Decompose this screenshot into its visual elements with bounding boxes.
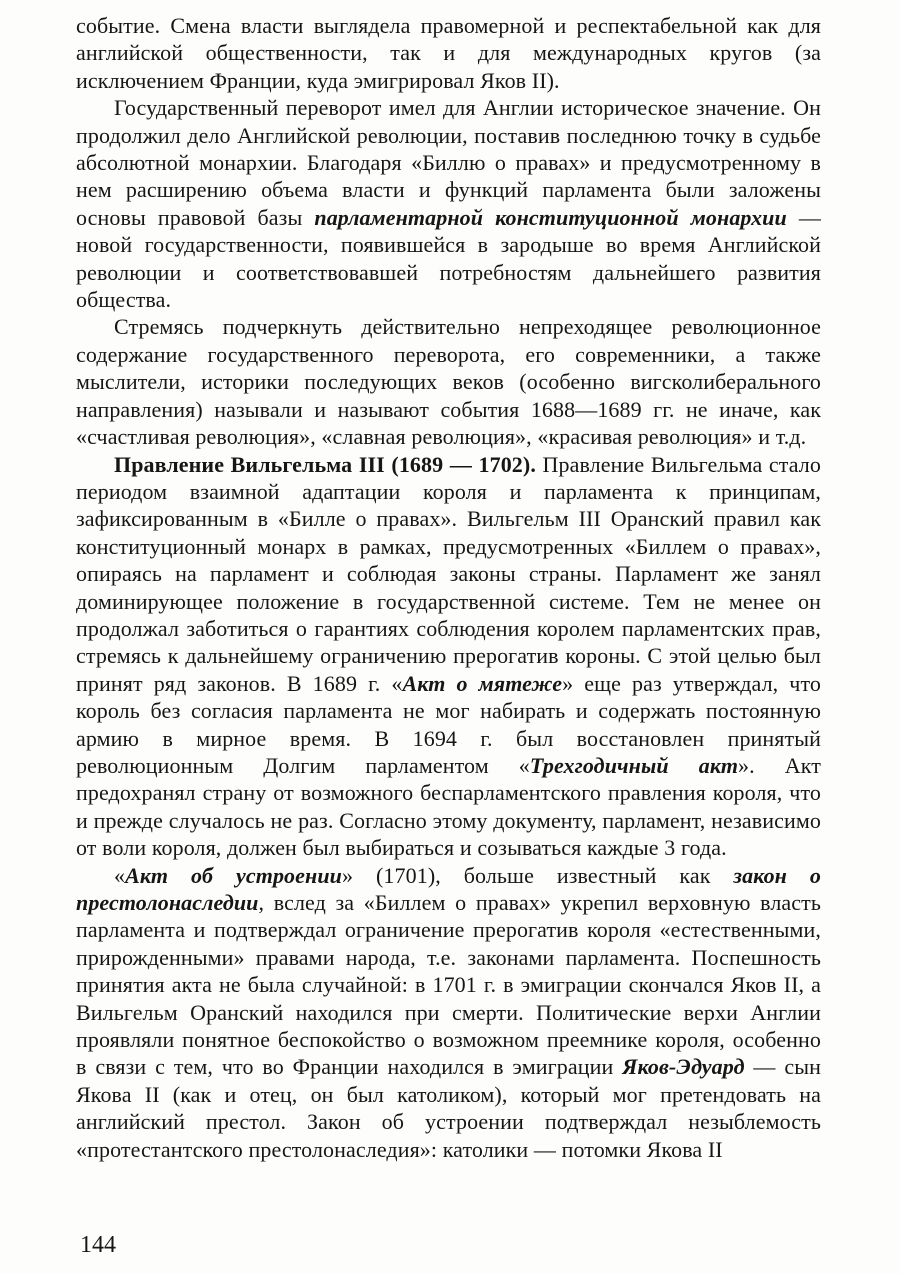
paragraph-continuation	[76, 12, 821, 94]
term-mutiny-act: Акт о мятеже	[402, 670, 563, 696]
paragraph-text: » еще раз утверждал, что король без согласия парламента не мог набирать и содержать постоянную армию в мирное время. В 1694 г. был восстановлен принятый революционным Долгим парламентом «	[76, 670, 821, 778]
term-james-edward: Яков-Эдуард	[622, 1054, 745, 1080]
paragraph-text: Государственный переворот имел для Англии историческое значение. Он продолжил дело Английской революции, поставив последнюю точку в судьбе абсолютной монархии. Благодаря «Биллю о правах» и предусмотренному в нем расширению объема власти и функций парламента были заложены основы правовой базы	[76, 95, 821, 230]
section-heading: Правление Вильгельма III (1689 — 1702).	[114, 451, 536, 477]
paragraph-glorious-revolution	[76, 313, 821, 450]
paragraph-text: Правление Вильгельма стало периодом взаимной адаптации короля и парламента к принципам, зафиксированным в «Билле о правах». Вильгельм III Оранский правил как конституционный монарх в рамках, предусмотренных «Биллем о правах», опираясь на парламент и соблюдая законы страны. Парламент же занял доминирующее положение в государственной системе. Тем не менее он продолжал заботиться о гарантиях соблюдения королем парламентских прав, стремясь к дальнейшему ограничению прерогатив короны. С этой целью был принят ряд законов. В 1689 г. «	[76, 451, 821, 696]
paragraph-text: «	[114, 862, 126, 888]
paragraph-text: ». Акт предохранял страну от возможного беспарламентского правления короля, что и прежде случалось не раз. Согласно этому документу, парламент, независимо от воли короля, должен был выбираться и созываться каждые 3 года.	[76, 752, 821, 861]
term-succession-law: закон о престолонаследии	[76, 862, 821, 915]
page-number: 144	[80, 1232, 116, 1258]
paragraph-text: Стремясь подчеркнуть действительно непреходящее революционное содержание государственного переворота, его современники, а также мыслители, историки последующих веков (особенно вигсколиберального направления) называли и называют события 1688—1689 гг. не иначе, как «счастливая революция», «славная революция», «красивая революция» и т.д.	[76, 314, 821, 450]
paragraph-act-of-settlement	[76, 862, 821, 1163]
paragraph-william-reign	[76, 451, 821, 862]
term-act-of-settlement: Акт об устроении	[125, 862, 343, 888]
paragraph-text: событие. Смена власти выглядела правомерной и респектабельной как для английской общественности, так и для международных кругов (за исключением Франции, куда эмигрировал Яков II).	[76, 13, 821, 93]
term-parliamentary-monarchy: парламентарной конституционной монархии	[314, 204, 787, 230]
term-triennial-act: Трехгодичный акт	[529, 752, 739, 778]
paragraph-coup-significance	[76, 94, 821, 313]
paragraph-text: » (1701), больше известный как	[342, 862, 734, 888]
paragraph-text: , вслед за «Биллем о правах» укрепил верховную власть парламента и подтверждал ограничение прерогатив короля «естественными, прирожденными» правами народа, т.е. законами парламента. Поспешность принятия акта не была случайной: в 1701 г. в эмиграции скончался Яков II, а Вильгельм Оранский находился при смерти. Политические верхи Англии проявляли понятное беспокойство о возможном преемнике короля, особенно в связи с тем, что во Франции находился в эмиграции	[76, 890, 821, 1080]
paragraph-text: — новой государственности, появившейся в зародыше во время Английской революции и соответствовавшей потребностям дальнейшего развития общества.	[76, 204, 821, 313]
paragraph-text: — сын Якова II (как и отец, он был католиком), который мог претендовать на английский престол. Закон об устроении подтверждал незыблемость «протестантского престолонаследия»: католики — потомки Якова II	[76, 1054, 821, 1162]
page-text	[76, 12, 821, 1163]
